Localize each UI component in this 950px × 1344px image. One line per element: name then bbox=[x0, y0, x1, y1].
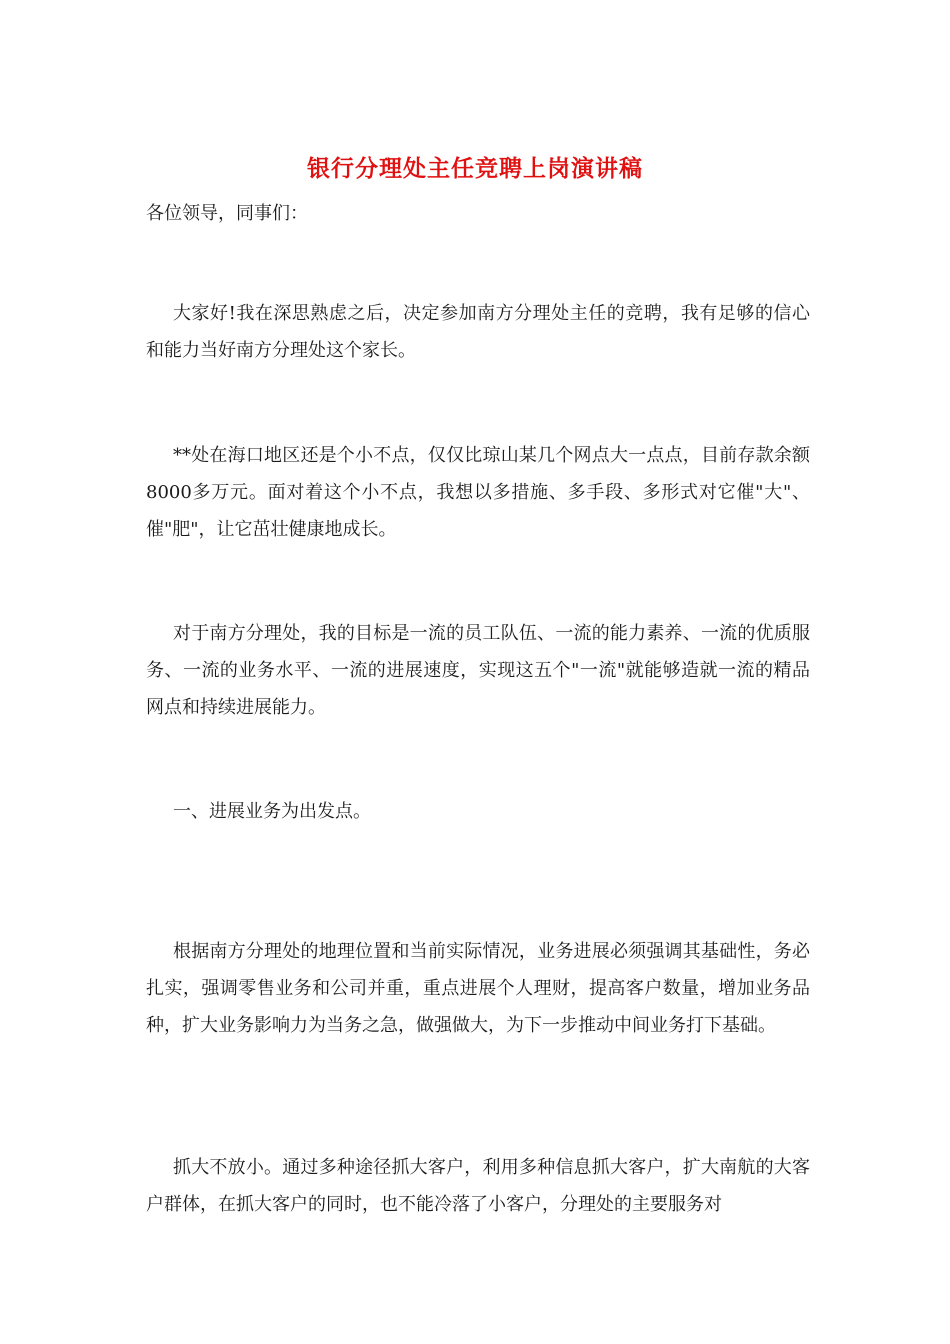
paragraph-2: **处在海口地区还是个小不点，仅仅比琼山某几个网点大一点点，目前存款余额8000多万元。面对着这个小不点，我想以多措施、多手段、多形式对它催"大"、催"肥"，让它茁壮健康地成长。 bbox=[146, 445, 810, 540]
section-heading-1: 一、进展业务为出发点。 bbox=[173, 801, 371, 822]
document-title: 银行分理处主任竞聘上岗演讲稿 bbox=[307, 155, 643, 182]
paragraph-4: 根据南方分理处的地理位置和当前实际情况，业务进展必须强调其基础性，务必扎实，强调零售业务和公司并重，重点进展个人理财，提高客户数量，增加业务品种，扩大业务影响力为当务之急，做强做大，为下一步推动中间业务打下基础。 bbox=[146, 941, 810, 1036]
paragraph-3: 对于南方分理处，我的目标是一流的员工队伍、一流的能力素养、一流的优质服务、一流的业务水平、一流的进展速度，实现这五个"一流"就能够造就一流的精品网点和持续进展能力。 bbox=[146, 623, 810, 718]
paragraph-5: 抓大不放小。通过多种途径抓大客户，利用多种信息抓大客户，扩大南航的大客户群体，在抓大客户的同时，也不能冷落了小客户，分理处的主要服务对 bbox=[146, 1157, 810, 1215]
paragraph-1: 大家好!我在深思熟虑之后，决定参加南方分理处主任的竞聘，我有足够的信心和能力当好南方分理处这个家长。 bbox=[146, 303, 810, 361]
greeting: 各位领导，同事们： bbox=[146, 203, 308, 224]
